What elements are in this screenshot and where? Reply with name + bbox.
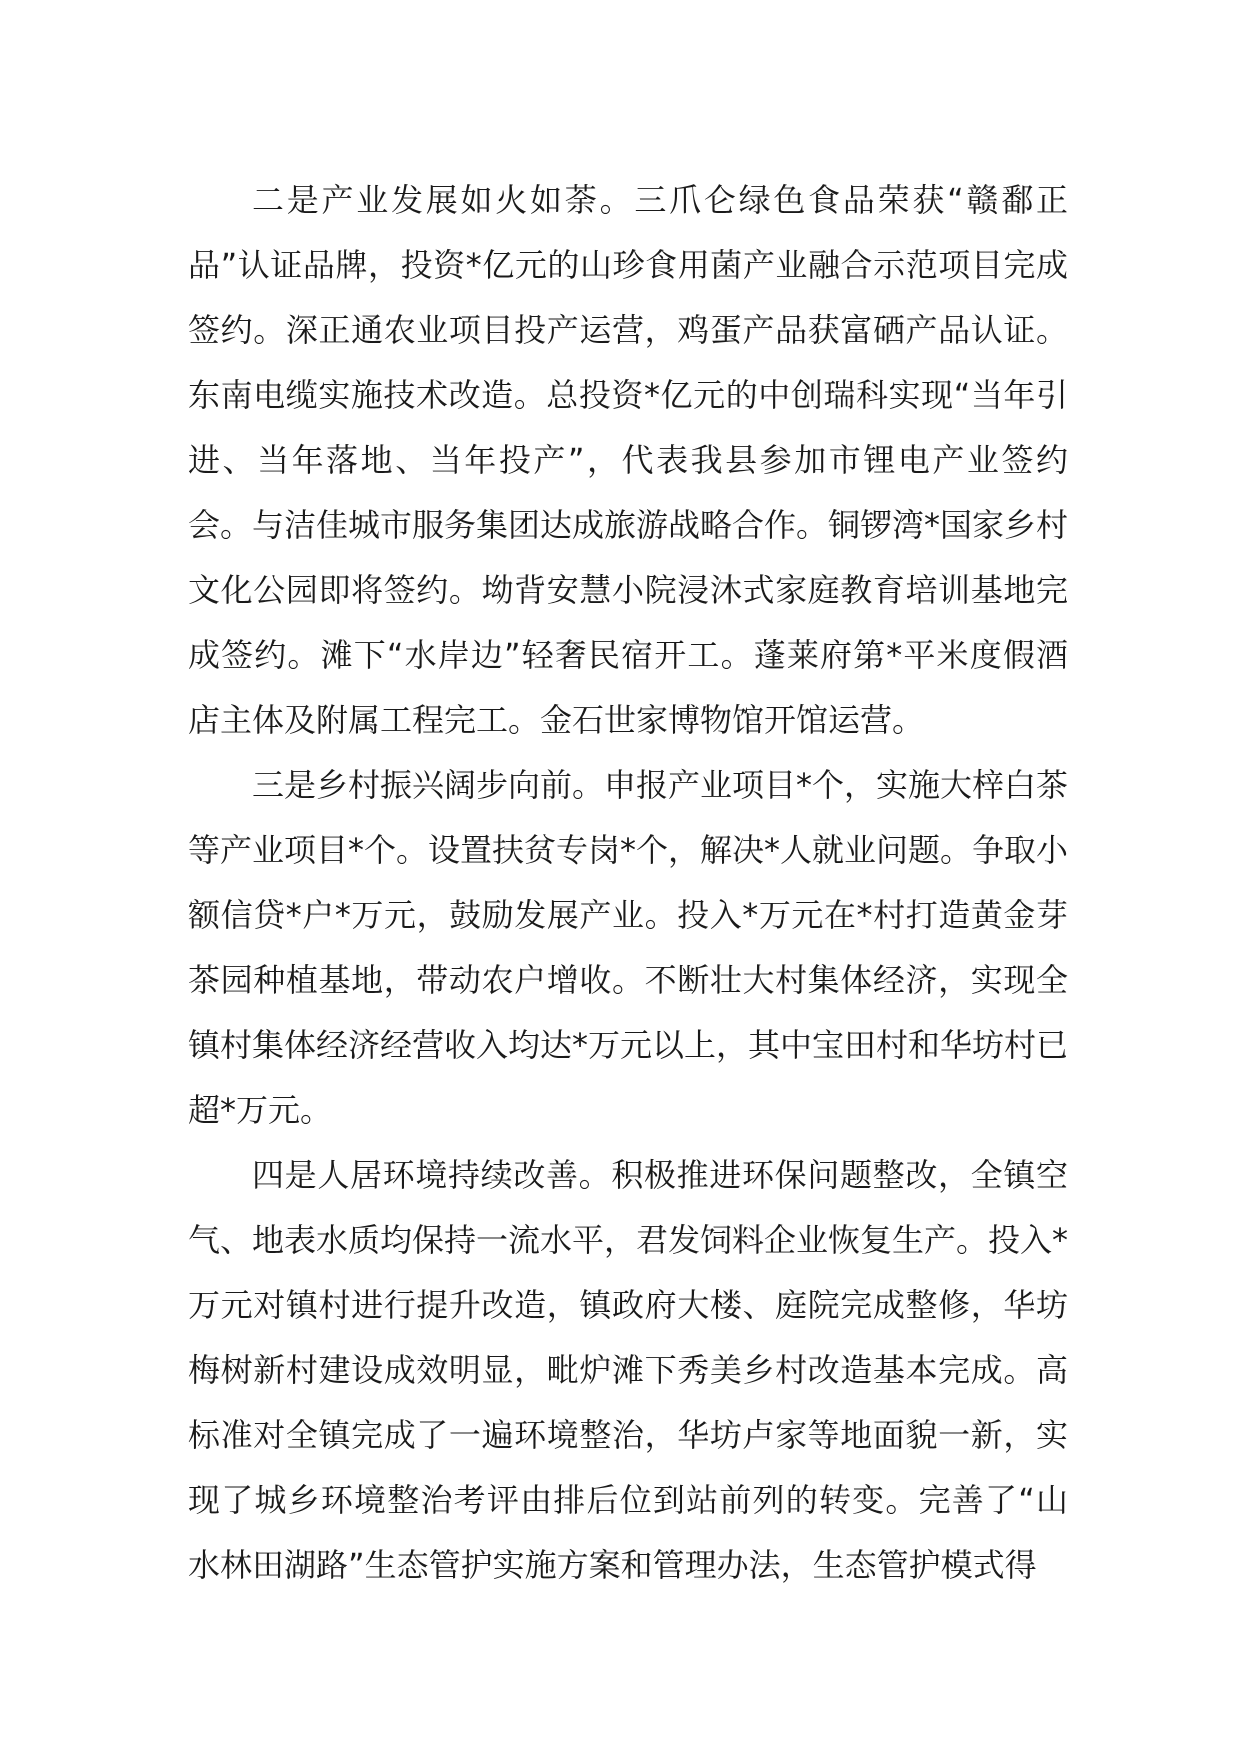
paragraph-rural-revitalization: 三是乡村振兴阔步向前。申报产业项目*个，实施大梓白茶等产业项目*个。设置扶贫专岗*个，解决*人就业问题。争取小额信贷*户*万元，鼓励发展产业。投入*万元在*村打造黄金芽茶园种植基地，带动农户增收。不断壮大村集体经济，实现全镇村集体经济经营收入均达*万元以上，其中宝田村和华坊村已超*万元。 [188,766,1069,1129]
paragraph-industry-development: 二是产业发展如火如荼。三爪仑绿色食品荣获“赣鄱正品”认证品牌，投资*亿元的山珍食用菌产业融合示范项目完成签约。深正通农业项目投产运营，鸡蛋产品获富硒产品认证。东南电缆实施技术改造。总投资*亿元的中创瑞科实现“当年引进、当年落地、当年投产”，代表我县参加市锂电产业签约会。与洁佳城市服务集团达成旅游战略合作。铜锣湾*国家乡村文化公园即将签约。坳背安慧小院浸沐式家庭教育培训基地完成签约。滩下“水岸边”轻奢民宿开工。蓬莱府第*平米度假酒店主体及附属工程完工。金石世家博物馆开馆运营。 [188,181,1069,739]
paragraph-living-environment: 四是人居环境持续改善。积极推进环保问题整改，全镇空气、地表水质均保持一流水平，君发饲料企业恢复生产。投入*万元对镇村进行提升改造，镇政府大楼、庭院完成整修，华坊梅树新村建设成效明显，毗炉滩下秀美乡村改造基本完成。高标准对全镇完成了一遍环境整治，华坊卢家等地面貌一新，实现了城乡环境整治考评由排后位到站前列的转变。完善了“山水林田湖路”生态管护实施方案和管理办法，生态管护模式得 [188,1156,1069,1584]
document-body [188,168,1068,1598]
